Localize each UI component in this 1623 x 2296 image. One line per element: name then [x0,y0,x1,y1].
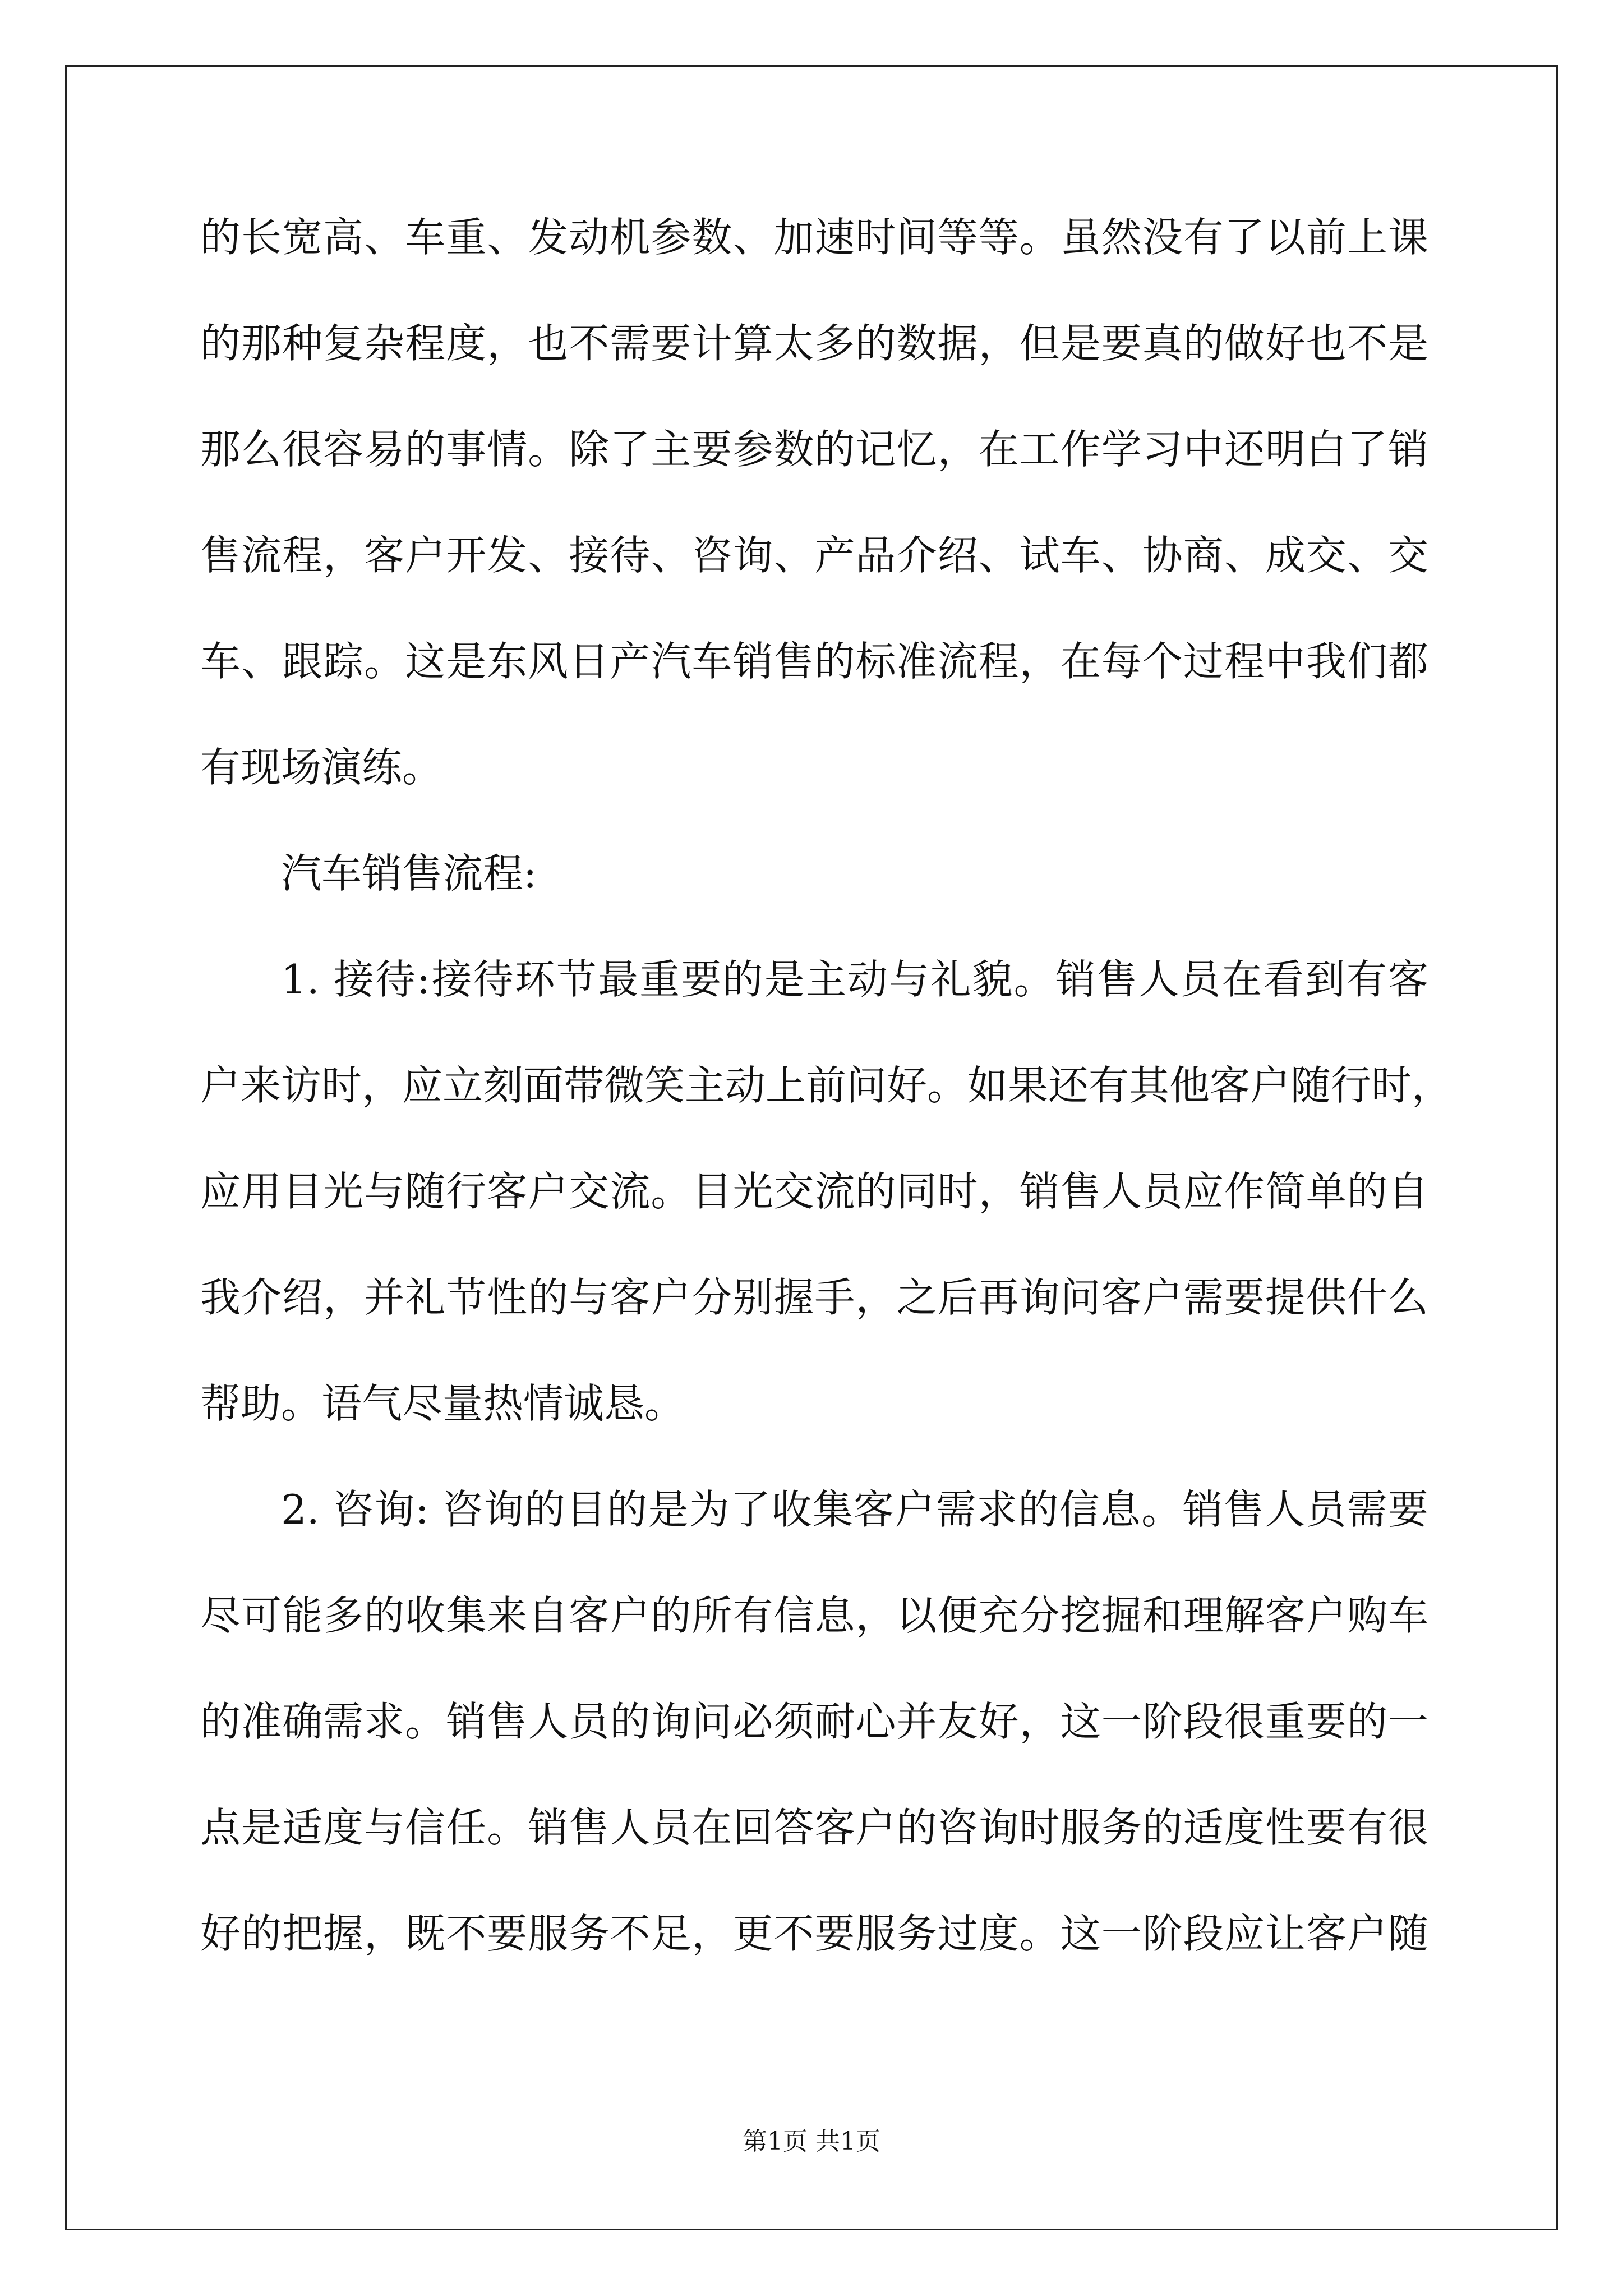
text-line: 车、跟踪。这是东风日产汽车销售的标准流程，在每个过程中我们都 [200,638,1428,685]
text-line: 帮助。语气尽量热情诚恳。 [200,1380,685,1427]
text-line: 售流程，客户开发、接待、咨询、产品介绍、试车、协商、成交、交 [200,532,1428,579]
text-line: 那么很容易的事情。除了主要参数的记忆，在工作学习中还明白了销 [200,426,1428,473]
text-line: 1. 接待:接待环节最重要的是主动与礼貌。销售人员在看到有客 [281,956,1428,1003]
text-line: 的那种复杂程度，也不需要计算太多的数据，但是要真的做好也不是 [200,320,1428,367]
text-line: 有现场演练。 [200,744,443,791]
section-heading: 汽车销售流程: [281,850,537,897]
text-line: 2. 咨询: 咨询的目的是为了收集客户需求的信息。销售人员需要 [281,1486,1428,1533]
text-line: 户来访时，应立刻面带微笑主动上前问好。如果还有其他客户随行时， [200,1062,1453,1109]
text-line: 应用目光与随行客户交流。目光交流的同时，销售人员应作简单的自 [200,1168,1428,1215]
text-line: 的长宽高、车重、发动机参数、加速时间等等。虽然没有了以前上课 [200,214,1428,261]
text-line: 好的把握，既不要服务不足，更不要服务过度。这一阶段应让客户随 [200,1910,1428,1957]
page-border [65,65,1558,2230]
text-line: 我介绍，并礼节性的与客户分别握手，之后再询问客户需要提供什么 [200,1274,1428,1321]
text-line: 尽可能多的收集来自客户的所有信息，以便充分挖掘和理解客户购车 [200,1592,1428,1639]
text-line: 的准确需求。销售人员的询问必须耐心并友好，这一阶段很重要的一 [200,1698,1428,1745]
text-line: 点是适度与信任。销售人员在回答客户的咨询时服务的适度性要有很 [200,1804,1428,1851]
page-footer: 第1页 共1页 [743,2127,880,2156]
